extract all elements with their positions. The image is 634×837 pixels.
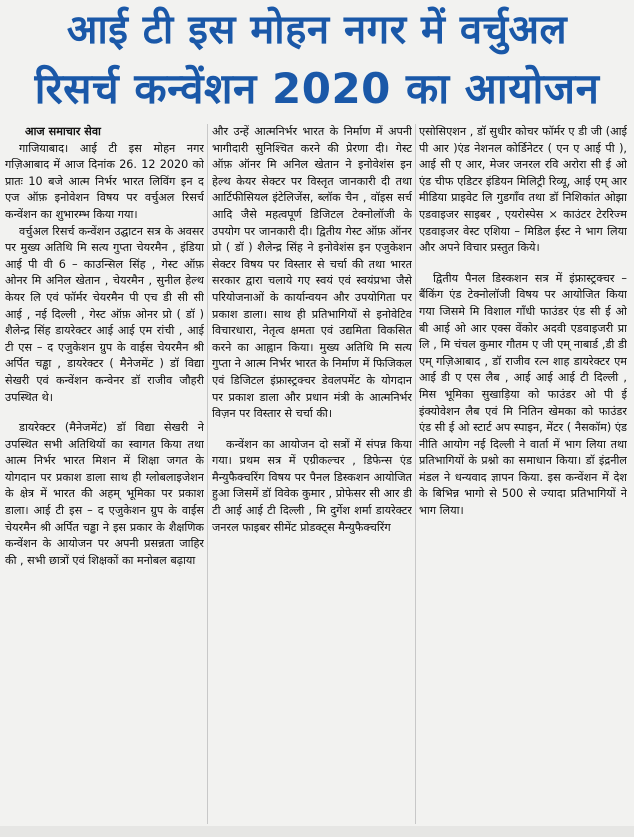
article-column-1 xyxy=(5,124,204,834)
headline xyxy=(0,0,634,120)
paragraph: द्वितीय पैनल डिस्कशन सत्र में इंफ्रास्ट्रक्चर – बैंकिंग एंड टेक्नोलॉजी विषय पर आयोजित किया गया जिसमे मि विशाल गाँधी फाउंडर एंड सी ई ओ बी आई ओ आर एक्स वेंकोर अदवी एडवाइजरी प्रा लि , मि चंचल कुमार गौतम ए जी एम् नाबार्ड ,डी डी एम् गज़िआबाद , डॉ राजीव रत्न शाह डायरेक्टर एम आई डी ए एस लैब , आई आई आई टी दिल्ली , मिस भूमिका सुखाड़िया को फाउंडर ओ पी ई इंक्योवेशन लैब एवं मि नितिन खेमका को फाउंडर एंड सी ई ओ स्टार्ट अप स्पाइन, मेंटर ( नैसकॉम) एंड नीति आयोग नई दिल्ली ने वार्ता में भाग लिया तथा प्रतिभागियों के प्रश्नो का समाधान किया। डॉ इंद्रनील मंडल ने धन्यवाद ज्ञापन किया. इस कन्वेंशन में देश के बिभिन्न भागो से 500 से ज्यादा प्रतिभागियों ने भाग लिया। xyxy=(419,271,627,518)
headline-line-1: आई टी इस मोहन नगर में वर्चुअल xyxy=(66,7,568,53)
headline-line-2: रिसर्च कन्वेंशन 2020 का आयोजन xyxy=(34,64,600,113)
paragraph: डायरेक्टर (मैनेजमेंट) डॉ विद्या सेखरी ने उपस्थित सभी अतिथियों का स्वागत किया तथा आत्म निर्भर भारत मिशन में शिक्षा जगत के योगदान पर प्रकाश डाला साथ ही ग्लोबलाइजेशन के क्षेत्र में भारत की अहम् भूमिका पर प्रकाश डाला। आई टी इस – द एजुकेशन ग्रुप के वाईस चेयरमैन श्री अर्पित चड्ढा ने इस प्रकार के शैक्षणिक कन्वेंशन के आयोजन पर अपनी प्रसन्नता जाहिर की , सभी छात्रों एवं शिक्षकों का मनोबल बढ़ाया xyxy=(5,421,204,567)
column-divider xyxy=(415,124,416,824)
paragraph: गाजियाबाद। आई टी इस मोहन नगर गज़िआबाद में आज दिनांक 26. 12 2020 को प्रातः 10 बजे आत्म निर्भर भारत लिविंग इन द एज ऑफ़ इनोवेशन विषय पर वर्चुअल रिसर्च कन्वेंशन का शुभारम्भ किया गया। xyxy=(5,141,204,221)
paragraph: वर्चुअल रिसर्च कन्वेंशन उद्घाटन सत्र के अवसर पर मुख्य अतिथि मि सत्य गुप्ता चेयरमैन , इंडिया आई पी वी 6 – काउन्सिल सिंह , गेस्ट ऑफ़ ओनर मि अनिल खेतान , चेयरमैन , सुनील हेल्थ केयर लि एवं फॉर्मर चेयरमैन पी एच डी सी सी आई , नई दिल्ली , गेस्ट ऑफ़ ओनर प्रो ( डॉ ) शैलेन्द्र सिंह डायरेक्टर आई आई एम रांची , आई टी एस – द एजुकेशन ग्रुप के वाईस चेयरमैन श्री अर्पित चड्ढा , डायरेक्टर ( मैनेजमेंट ) डॉ विद्या सेखरी एवं कन्वेंशन कन्वेनर डॉ राजीव जौहरी उपस्थित थे। xyxy=(5,224,204,404)
column-divider xyxy=(207,124,208,824)
byline: आज समाचार सेवा xyxy=(25,125,101,138)
paragraph: कन्वेंशन का आयोजन दो सत्रों में संपन्न किया गया। प्रथम सत्र में एग्रीकल्चर , डिफेन्स एंड मैन्युफैक्चरिंग विषय पर पैनल डिस्कशन आयोजित हुआ जिसमें डॉ विवेक कुमार , प्रोफेसर सी आर डी टी आई आई टी दिल्ली , मि दुर्गेश शर्मा डायरेक्टर जनरल फाइबर सीमेंट प्रोडक्ट्स मैन्युफैक्चरिंग xyxy=(212,437,412,534)
paragraph: और उन्हें आत्मनिर्भर भारत के निर्माण में अपनी भागीदारी सुनिश्चित करने की प्रेरणा दी। गेस्ट ऑफ़ ऑनर मि अनिल खेतान ने इनोवेशंस इन हेल्थ केयर सेक्टर पर विस्तृत जानकारी दी तथा आर्टिफीसियल इंटेलिजेंस, ब्लॉक चैन , वॉइस सर्च आदि जैसे महत्वपूर्ण डिजिटल टेक्नोलॉजी के उपयोग पर जानकारी दी। द्वितीय गेस्ट ऑफ़ ऑनर प्रो ( डॉ ) शैलेन्द्र सिंह ने इनोवेशंस इन एजुकेशन सेक्टर विषय पर विस्तार से चर्चा की तथा भारत सरकार द्वारा चलाये गए स्वयं एवं स्वयंप्रभा जैसे परियोजनाओं के कार्यान्वयन और उपयोगिता पर प्रकाश डाला। साथ ही प्रतिभागियों से इनोवेटिव विचारधारा, नेतृत्व क्षमता एवं उद्यमिता विकसित करने का आह्वान किया। मुख्य अतिथि मि सत्य गुप्ता ने आत्म निर्भर भारत के निर्माण में फिजिकल एवं डिजिटल इंफ्रास्ट्रक्चर डेवलपमेंट के योगदान पर प्रकाश डाला और प्रधान मंत्री के आत्मनिर्भर विज़न पर विस्तार से चर्चा की। xyxy=(212,125,412,421)
article-column-3 xyxy=(419,124,627,834)
paragraph: एसोसिएशन , डॉ सुधीर कोचर फॉर्मर ए डी जी (आई पी आर )एंड नेशनल कोर्डिनेटर ( एन ए आई पी ), आई सी ए आर, मेजर जनरल रवि अरोरा सी ई ओ एंड चीफ एडिटर इंडियन मिलिट्री रिव्यू, आई एम् आर मीडिया प्राइवेट लि गुडगाँव तथा डॉ निशिकांत ओझा एडवाइजर साइबर , एयरोस्पेस × काउंटर टेररिज्म एडवाइजर वेस्ट एशिया – मिडिल ईस्ट ने भाग लिया और अपने विचार प्रस्तुत किये। xyxy=(419,125,627,255)
page-bottom-edge xyxy=(0,826,634,837)
article-column-2 xyxy=(212,124,412,834)
